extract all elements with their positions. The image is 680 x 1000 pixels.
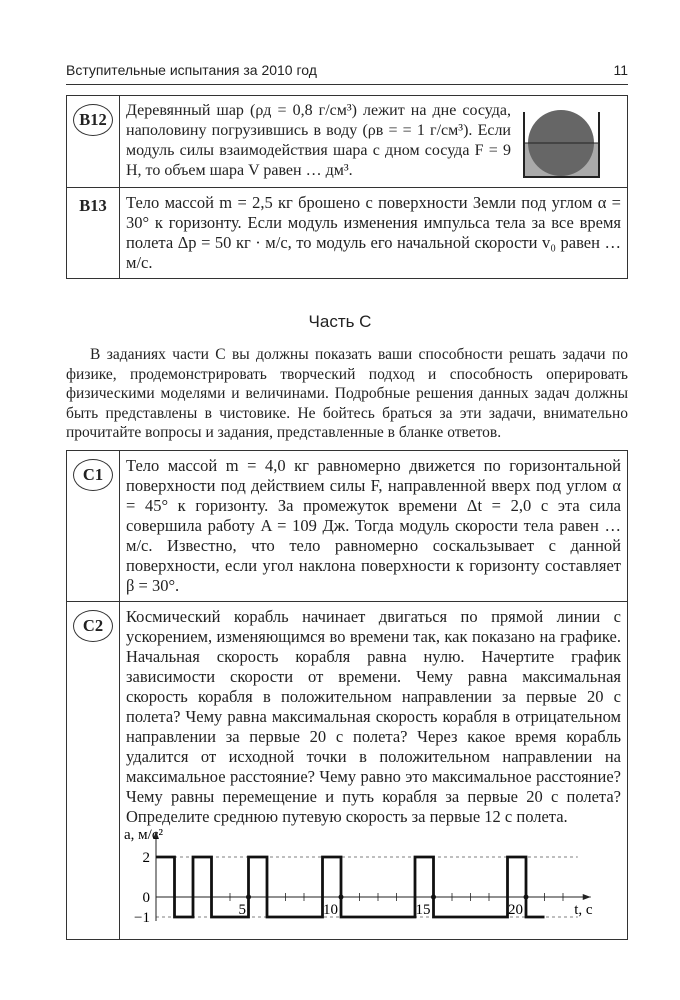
x-tick-label: 15 bbox=[415, 902, 431, 918]
header-title: Вступительные испытания за 2010 год bbox=[66, 62, 317, 78]
problem-label: C2 bbox=[73, 610, 113, 642]
problem-b12 bbox=[67, 96, 628, 188]
y-axis-label: a, м/с² bbox=[124, 829, 163, 843]
problem-c2 bbox=[67, 602, 628, 940]
problems-c-table bbox=[66, 450, 628, 940]
x-tick-label: 5 bbox=[238, 902, 246, 918]
problem-text: Тело массой m = 4,0 кг равномерно движется по горизонтальной поверхности под действием силы F, направленной вверх под углом α = 45° к горизонту. За промежуток времени Δt = 2,0 с эта сила совершила работу A = 109 Дж. Тогда модуль скорости тела равен … м/с. Известно, что тело равномерно соскальзывает с данной поверхности, если угол наклона поверхности к горизонту составляет β = 30°. bbox=[120, 451, 628, 602]
page-number: 11 bbox=[613, 62, 628, 78]
problem-label: B12 bbox=[73, 104, 113, 136]
acceleration-chart bbox=[116, 829, 616, 929]
problem-text: Космический корабль начинает двигаться по прямой линии с ускорением, изменяющимся во времени так, как показано на графике. Начальная скорость корабля равна нулю. Начертите график зависимости скорости от времени. Чему равна максимальная скорость корабля в положительном направлении за первые 20 с полета? Чему равна максимальная скорость корабля в отрицательном направлении за первые 20 с полета? Через какое время корабль удалится от исходной точки в положительном направлении на максимальное расстояние? Чему равно это максимальное расстояние? Чему равны перемещение и путь корабля за первые 20 с полета? Определите среднюю путевую скорость за первые 12 с полета. bbox=[126, 607, 621, 826]
x-tick-label: 10 bbox=[323, 902, 338, 918]
ball-in-vessel-figure bbox=[519, 107, 604, 182]
axis-point bbox=[431, 895, 436, 900]
y-tick-label: 0 bbox=[142, 890, 150, 906]
y-tick-label: 2 bbox=[142, 850, 150, 866]
section-intro: В заданиях части С вы должны показать ваши способности решать задачи по физике, продемонстрировать творческий подход и способность оперировать физическими моделями и величинами. Подробные решения данных задач должны быть представлены в чистовике. Не бойтесь браться за эти задачи, внимательно прочитайте вопросы и задания, представленные в бланке ответов. bbox=[66, 346, 628, 441]
x-axis-arrow bbox=[583, 894, 591, 900]
problem-text: Тело массой m = 2,5 кг брошено с поверхности Земли под углом α = 30° к горизонту. Если модуль изменения импульса тела за все время полета Δp = 50 кг · м/с, то модуль его начальной скорости v₀ равен … м/с. bbox=[120, 188, 628, 279]
y-tick-label: −1 bbox=[134, 910, 150, 926]
axis-point bbox=[339, 895, 344, 900]
axis-point bbox=[246, 895, 251, 900]
problem-text: Деревянный шар (ρд = 0,8 г/см³) лежит на дне сосуда, наполовину погрузившись в воду (ρв = = 1 г/см³). Если модуль силы взаимодействия шара с дном сосуда F = 9 Н, то объем шара V равен … дм³. bbox=[126, 102, 511, 179]
axis-point bbox=[524, 895, 529, 900]
problem-label: C1 bbox=[73, 459, 113, 491]
problem-label: B13 bbox=[79, 196, 107, 215]
acceleration-series bbox=[156, 857, 545, 917]
problem-c1 bbox=[67, 451, 628, 602]
section-title: Часть С bbox=[308, 312, 372, 331]
problems-b-table bbox=[66, 95, 628, 279]
x-tick-label: 20 bbox=[508, 902, 523, 918]
problem-b13 bbox=[67, 188, 628, 279]
running-header bbox=[66, 62, 628, 85]
x-axis-label: t, с bbox=[574, 902, 593, 918]
